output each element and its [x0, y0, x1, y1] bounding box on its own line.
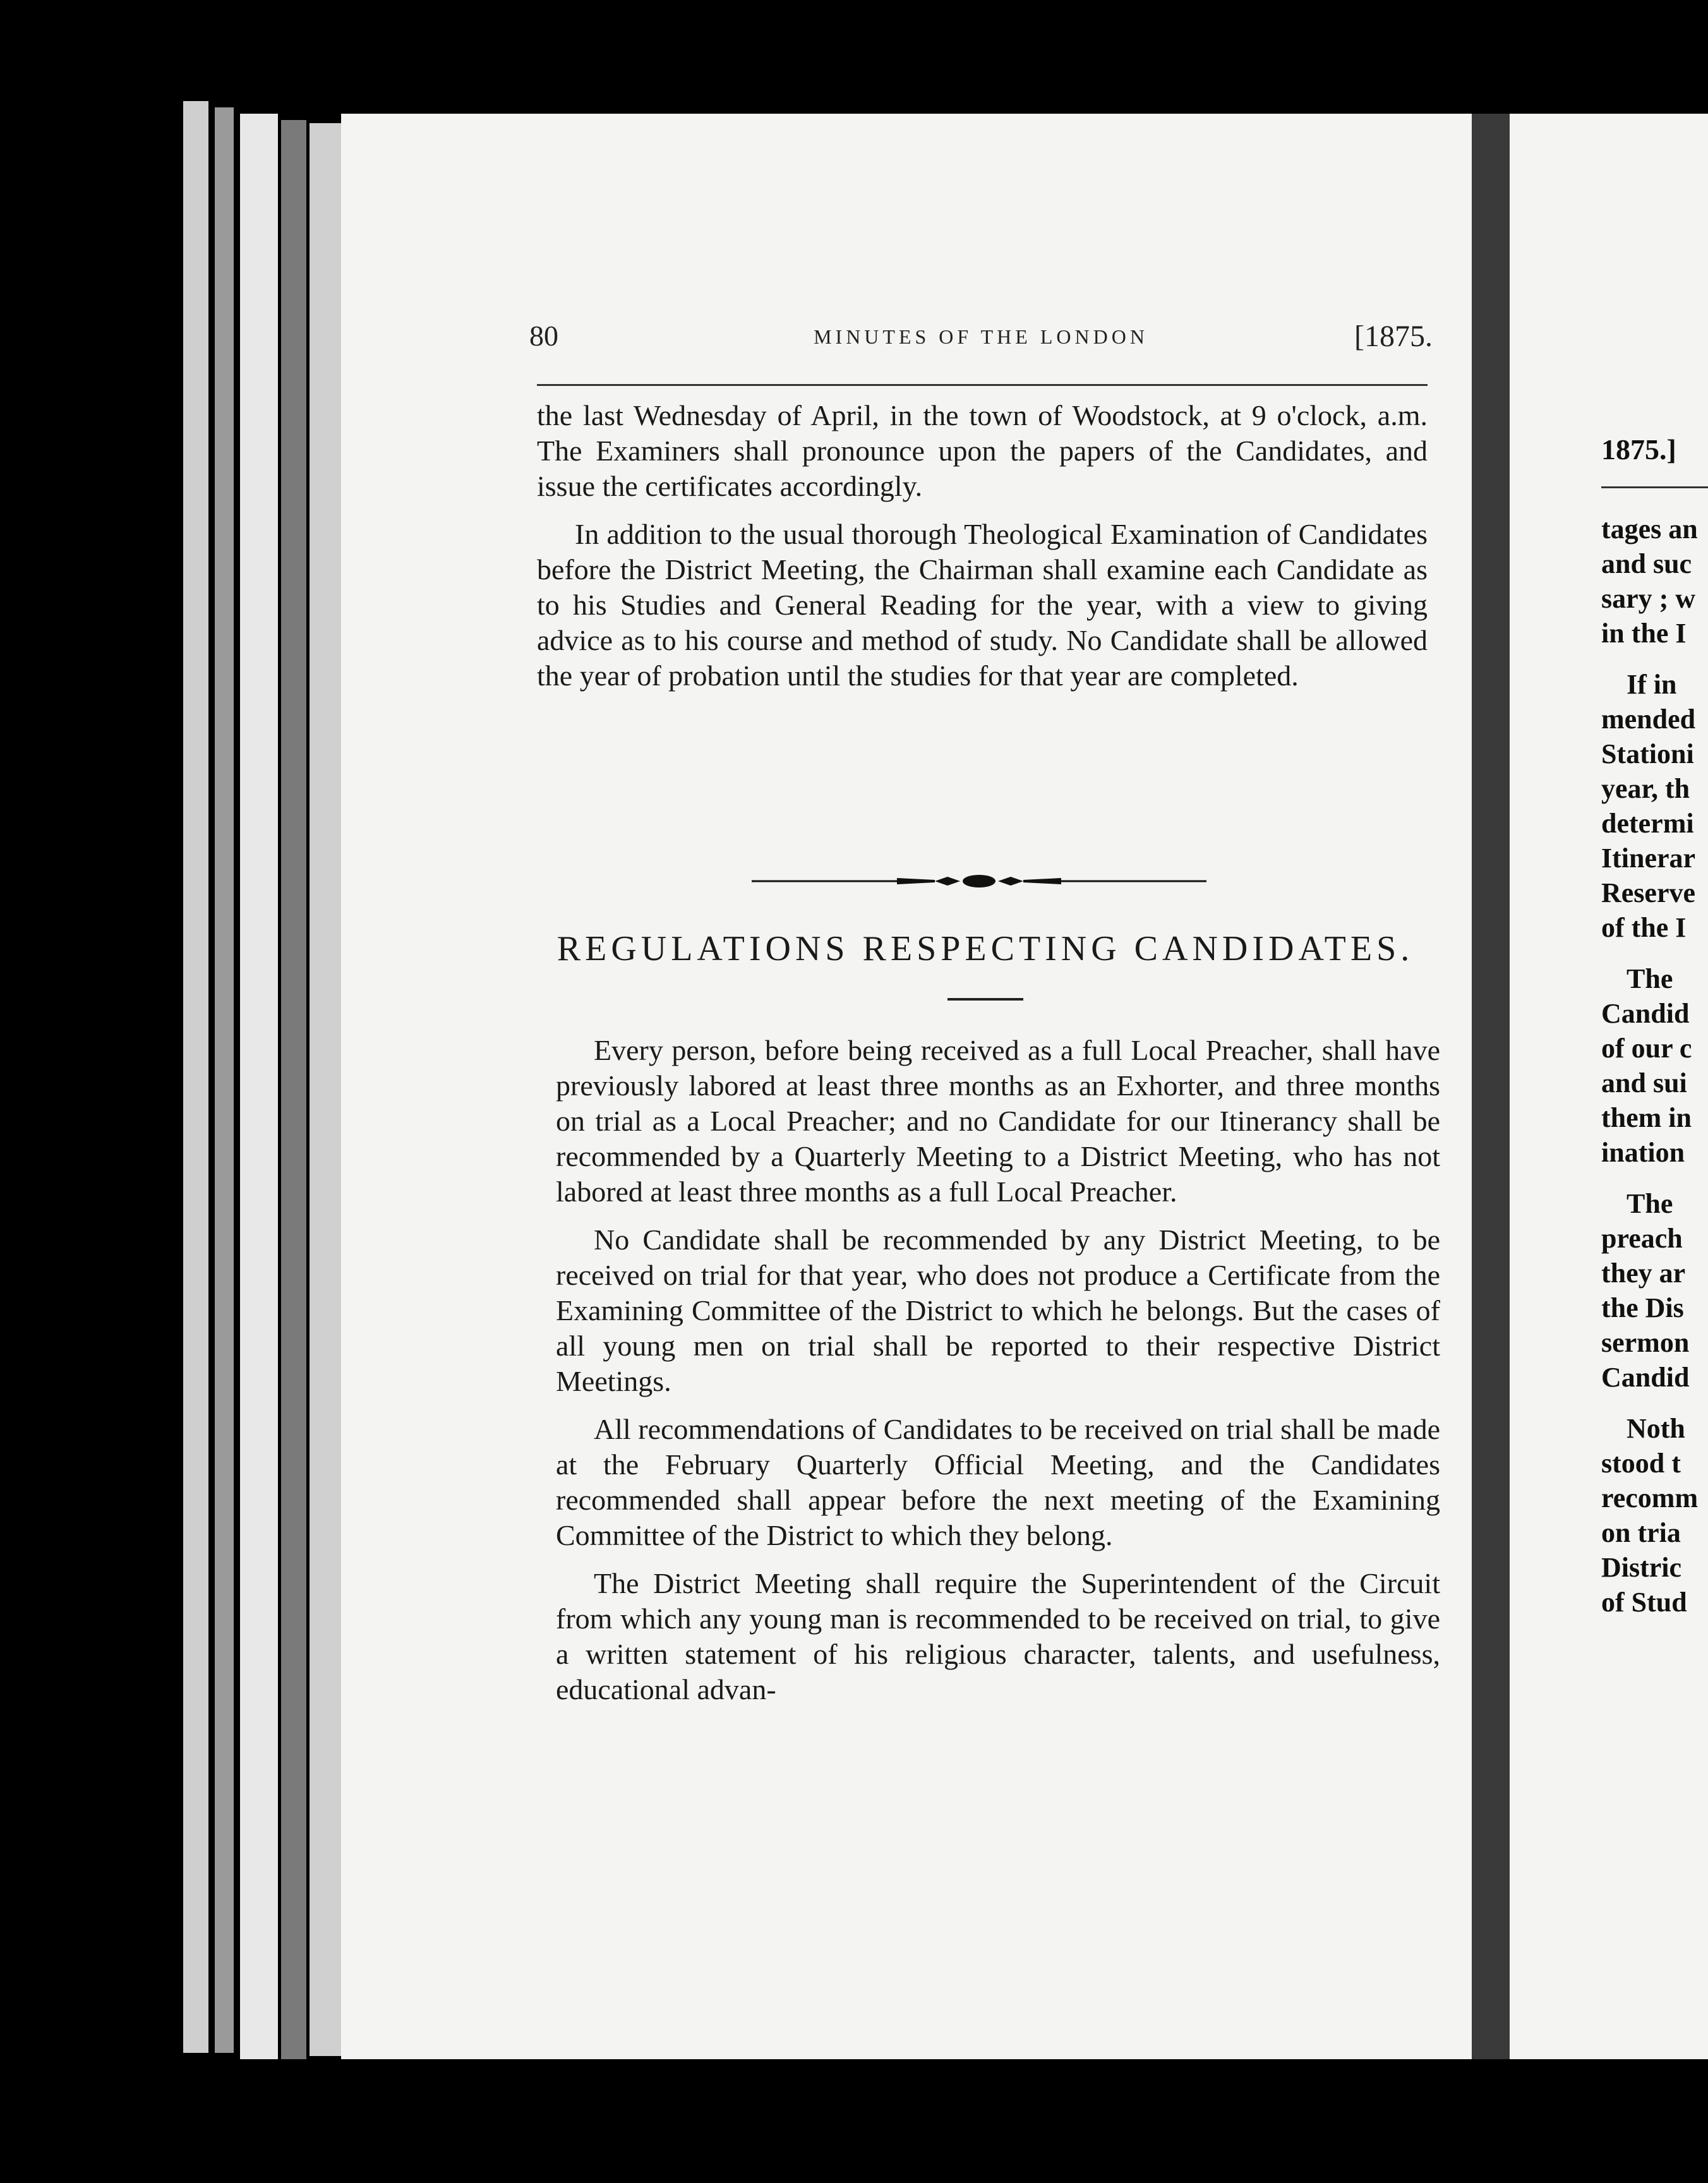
text-line: the Dis — [1601, 1292, 1684, 1323]
right-paragraph — [1601, 1411, 1708, 1620]
text-line: of Stud — [1601, 1587, 1687, 1618]
page-number: 80 — [529, 320, 558, 352]
text-line: and sui — [1601, 1067, 1687, 1098]
right-page — [1510, 114, 1708, 2059]
text-line: preach — [1601, 1223, 1683, 1254]
book-gutter — [1472, 114, 1510, 2059]
ornamental-divider — [752, 872, 1206, 891]
opening-text — [537, 398, 1428, 706]
text-line: The — [1627, 1188, 1673, 1219]
text-line: them in — [1601, 1102, 1692, 1133]
paragraph: Every person, before being received as a full Local Preacher, shall have previously labored at least three months as an Exhorter, and three months on trial as a Local Preacher; and no Candidate for our Itinerancy shall be recommended by a Quarterly Meeting to a District Meeting, who has not labored at least three months as a full Local Preacher. — [556, 1034, 1440, 1208]
text-line: of our c — [1601, 1033, 1692, 1064]
running-head: MINUTES OF THE LONDON — [814, 325, 1148, 348]
text-line: sary ; w — [1601, 583, 1696, 614]
text-line: year, th — [1601, 773, 1690, 804]
text-line: on tria — [1601, 1517, 1681, 1548]
header-rule — [537, 384, 1428, 386]
text-line: of the I — [1601, 912, 1687, 943]
text-line: recomm — [1601, 1482, 1699, 1513]
right-page-text — [1601, 512, 1708, 1636]
text-line: Noth — [1627, 1413, 1685, 1444]
section-text — [556, 1033, 1440, 1720]
section-title: REGULATIONS RESPECTING CANDIDATES. — [556, 929, 1414, 968]
page-header — [529, 319, 1433, 357]
right-paragraph — [1601, 667, 1708, 945]
title-rule — [947, 998, 1023, 1001]
text-line: The — [1627, 963, 1673, 994]
text-line: Reserve — [1601, 877, 1696, 908]
text-line: determi — [1601, 808, 1694, 839]
right-header-rule — [1601, 486, 1708, 488]
text-line: Itinerar — [1601, 843, 1696, 874]
text-line: If in — [1627, 669, 1677, 700]
text-line: Distric — [1601, 1552, 1682, 1583]
page-edge — [183, 101, 208, 2053]
paragraph: The District Meeting shall require the Superintendent of the Circuit from which any young man is recommended to be received on trial, to give a written statement of his religious character, talents, and usefulness, educational advan- — [556, 1567, 1440, 1705]
right-paragraph — [1601, 1186, 1708, 1395]
text-line: Stationi — [1601, 738, 1694, 769]
page-edge — [310, 123, 341, 2056]
text-line: ination — [1601, 1137, 1685, 1168]
text-line: Candid — [1601, 998, 1690, 1029]
text-line: tages an — [1601, 514, 1698, 544]
paragraph: the last Wednesday of April, in the town of Woodstock, at 9 o'clock, a.m. The Examiners shall pronounce upon the papers of the Candidates, and issue the certificates accordingly. — [537, 399, 1428, 502]
page-edge — [281, 120, 306, 2059]
text-line: mended — [1601, 704, 1696, 735]
paragraph: No Candidate shall be recommended by any District Meeting, to be received on trial for that year, who does not produce a Certificate from the Examining Committee of the District to which he belongs. But the cases of all young men on trial shall be reported to their respective District Meetings. — [556, 1224, 1440, 1397]
page-edge — [215, 107, 234, 2053]
page-edge — [240, 114, 278, 2059]
text-line: sermon — [1601, 1327, 1690, 1358]
right-paragraph — [1601, 961, 1708, 1170]
right-header-year: 1875.] — [1601, 433, 1676, 466]
paragraph: In addition to the usual thorough Theological Examination of Candidates before the District Meeting, the Chairman shall examine each Candidate as to his Studies and General Reading for the year, with a view to giving advice as to his course and method of study. No Candidate shall be allowed the year of probation until the studies for that year are completed. — [537, 518, 1428, 692]
paragraph: All recommendations of Candidates to be received on trial shall be made at the February Quarterly Official Meeting, and the Candidates recommended shall appear before the next meeting of the Examining Committee of the District to which they belong. — [556, 1413, 1440, 1551]
header-year: [1875. — [1354, 320, 1433, 353]
text-line: Candid — [1601, 1362, 1690, 1393]
right-paragraph — [1601, 512, 1708, 651]
text-line: they ar — [1601, 1258, 1686, 1289]
text-line: and suc — [1601, 548, 1692, 579]
text-line: stood t — [1601, 1448, 1681, 1479]
text-line: in the I — [1601, 618, 1687, 649]
